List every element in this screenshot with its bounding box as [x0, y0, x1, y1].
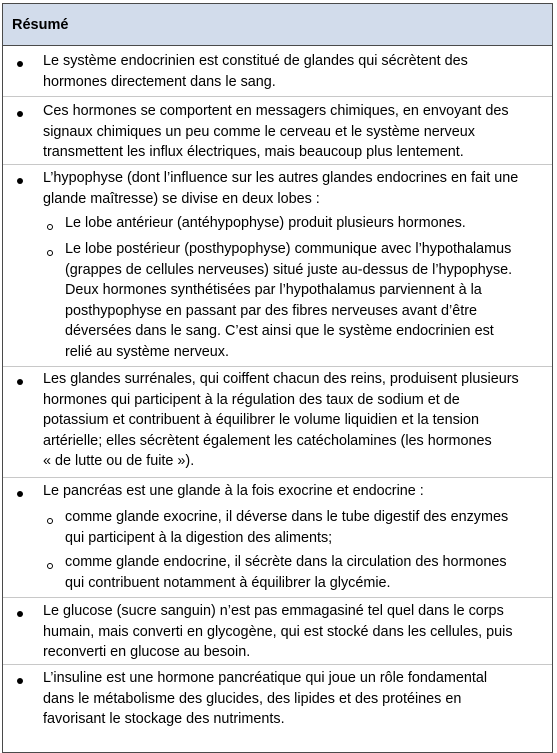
- sub-list-item-text: Le lobe postérieur (posthypophyse) communique avec l’hypothalamus (grappes de cellules nerveuses) situé juste au-dessus de l’hypophyse. Deux hormones synthétisées par l’hypothalamus parviennent à la posthypophyse en passant par des fibres nerveuses avant d’être déversées dans le sang. C’est ainsi que le système endocrinien est relié au système nerveux.: [65, 241, 513, 360]
- sub-bullet-icon: [47, 563, 53, 569]
- bullet-icon: [17, 678, 23, 684]
- row-divider: [3, 366, 552, 367]
- list-item-text: Les glandes surrénales, qui coiffent chacun des reins, produisent plusieurs hormones qui participent à la régulation des taux de sodium et de potassium et contribuent à équilibrer le volume liquidien et la tension artérielle; elles sécrètent également les catécholamines (les hormones « de lutte ou de fuite »).: [43, 371, 519, 470]
- list-item-text: L’hypophyse (dont l’influence sur les autres glandes endocrines en fait une glande maîtresse) se divise en deux lobes :: [43, 170, 519, 207]
- list-item-text: Ces hormones se comportent en messagers chimiques, en envoyant des signaux chimiques un peu comme le cerveau et le système nerveux transmettent les influx électriques, mais beaucoup plus lentement.: [43, 103, 509, 161]
- list-item-text: Le glucose (sucre sanguin) n’est pas emmagasiné tel quel dans le corps humain, mais converti en glycogène, qui est stocké dans les cellules, puis reconverti en glucose au besoin.: [43, 603, 513, 661]
- bullet-icon: [17, 491, 23, 497]
- row-divider: [3, 477, 552, 478]
- bullet-icon: [17, 379, 23, 385]
- bullet-icon: [17, 611, 23, 617]
- row-divider: [3, 597, 552, 598]
- list-item-text: Le pancréas est une glande à la fois exocrine et endocrine :: [43, 483, 424, 499]
- row-divider: [3, 96, 552, 97]
- row-divider: [3, 664, 552, 665]
- bullet-icon: [17, 111, 23, 117]
- sub-bullet-icon: [47, 518, 53, 524]
- bullet-icon: [17, 61, 23, 67]
- sub-list-item-text: Le lobe antérieur (antéhypophyse) produit plusieurs hormones.: [65, 215, 466, 231]
- list-item-text: Le système endocrinien est constitué de glandes qui sécrètent des hormones directement dans le sang.: [43, 53, 468, 90]
- summary-title: Résumé: [12, 17, 69, 33]
- sub-bullet-icon: [47, 250, 53, 256]
- bullet-icon: [17, 178, 23, 184]
- row-divider: [3, 164, 552, 165]
- sub-list-item-text: comme glande endocrine, il sécrète dans la circulation des hormones qui contribuent notamment à équilibrer la glycémie.: [65, 554, 507, 591]
- sub-bullet-icon: [47, 224, 53, 230]
- sub-list-item-text: comme glande exocrine, il déverse dans le tube digestif des enzymes qui participent à la digestion des aliments;: [65, 509, 509, 546]
- list-item-text: L’insuline est une hormone pancréatique qui joue un rôle fondamental dans le métabolisme des glucides, des lipides et des protéines en favorisant le stockage des nutriments.: [43, 670, 488, 728]
